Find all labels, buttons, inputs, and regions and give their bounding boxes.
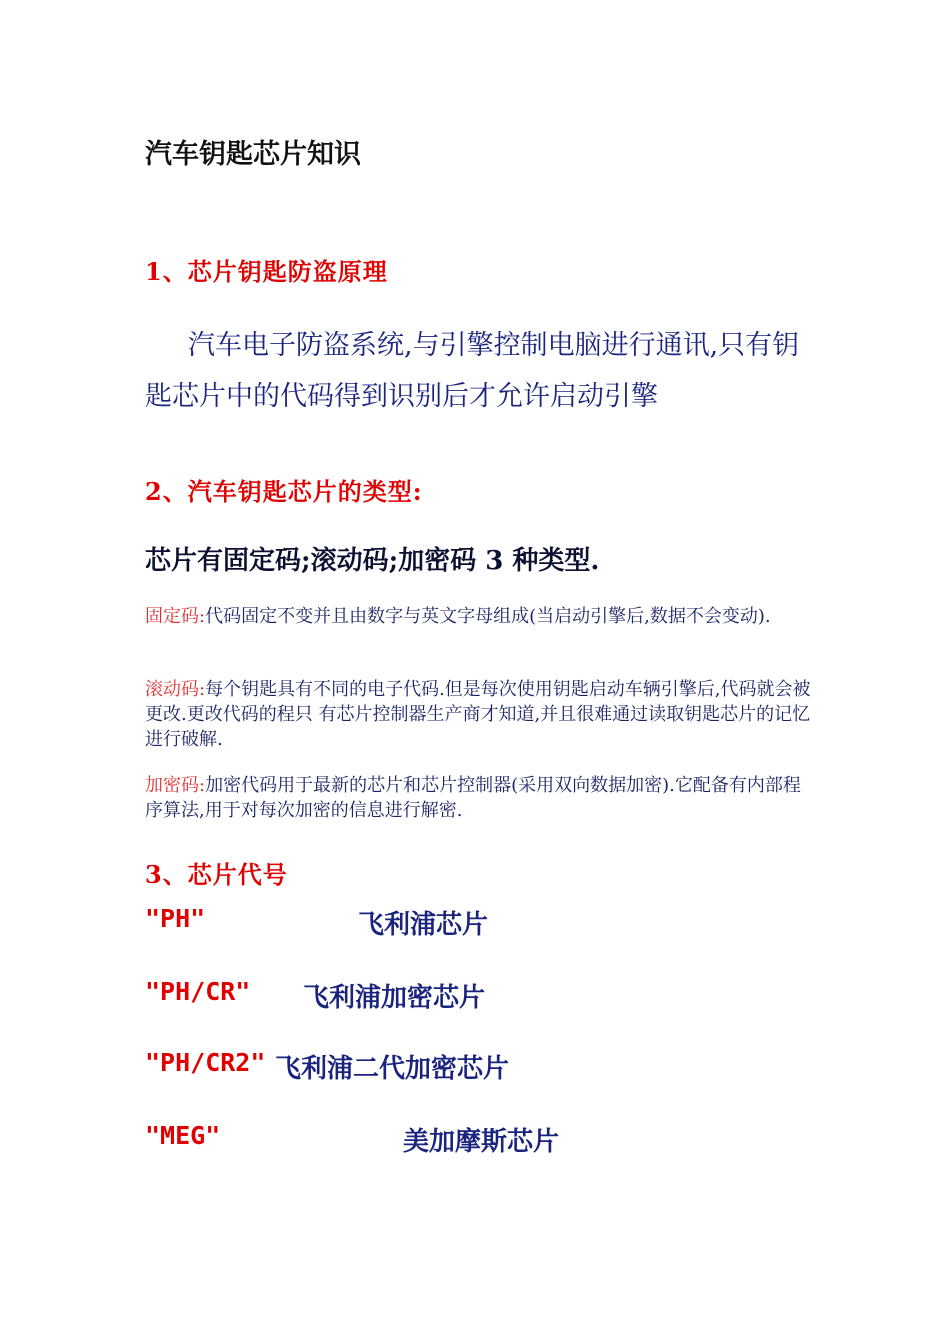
section-heading-chip-codes: 3、芯片代号 <box>145 860 288 889</box>
type-definition-fixed <box>145 604 815 629</box>
chip-code: "PH/CR" <box>145 977 251 1006</box>
chip-row <box>145 1048 705 1088</box>
chip-row <box>145 977 705 1017</box>
chip-row <box>145 904 705 944</box>
type-description: 每个钥匙具有不同的电子代码.但是每次使用钥匙启动车辆引擎后,代码就会被更改.更改代码的程只 有芯片控制器生产商才知道,并且很难通过读取钥匙芯片的记忆进行破解. <box>145 679 811 750</box>
chip-code: "PH/CR2" <box>145 1048 266 1077</box>
type-definition-encrypted <box>145 773 815 823</box>
chip-name: 美加摩斯芯片 <box>403 1127 560 1157</box>
type-term: 固定码: <box>145 606 206 627</box>
chip-name: 飞利浦芯片 <box>358 910 489 940</box>
principle-text: 汽车电子防盗系统,与引擎控制电脑进行通讯,只有钥匙芯片中的代码得到识别后才允许启动引擎 <box>145 330 800 412</box>
chip-name: 飞利浦加密芯片 <box>303 983 486 1013</box>
chip-row <box>145 1121 705 1161</box>
type-description: 加密代码用于最新的芯片和芯片控制器(采用双向数据加密).它配备有内部程序算法,用于对每次加密的信息进行解密. <box>145 775 801 821</box>
type-description: 代码固定不变并且由数字与英文字母组成(当启动引擎后,数据不会变动). <box>205 606 771 627</box>
section-heading-principle: 1、芯片钥匙防盗原理 <box>145 257 388 286</box>
chip-code: "MEG" <box>145 1121 221 1150</box>
chip-name: 飞利浦二代加密芯片 <box>275 1054 510 1084</box>
type-term: 滚动码: <box>145 679 206 700</box>
chip-code: "PH" <box>145 904 206 933</box>
document-title: 汽车钥匙芯片知识 <box>145 139 361 170</box>
section-heading-types: 2、汽车钥匙芯片的类型: <box>145 477 423 506</box>
principle-paragraph <box>145 320 805 422</box>
type-term: 加密码: <box>145 775 206 796</box>
type-definition-rolling <box>145 677 815 752</box>
types-summary: 芯片有固定码;滚动码;加密码 3 种类型. <box>145 546 600 576</box>
